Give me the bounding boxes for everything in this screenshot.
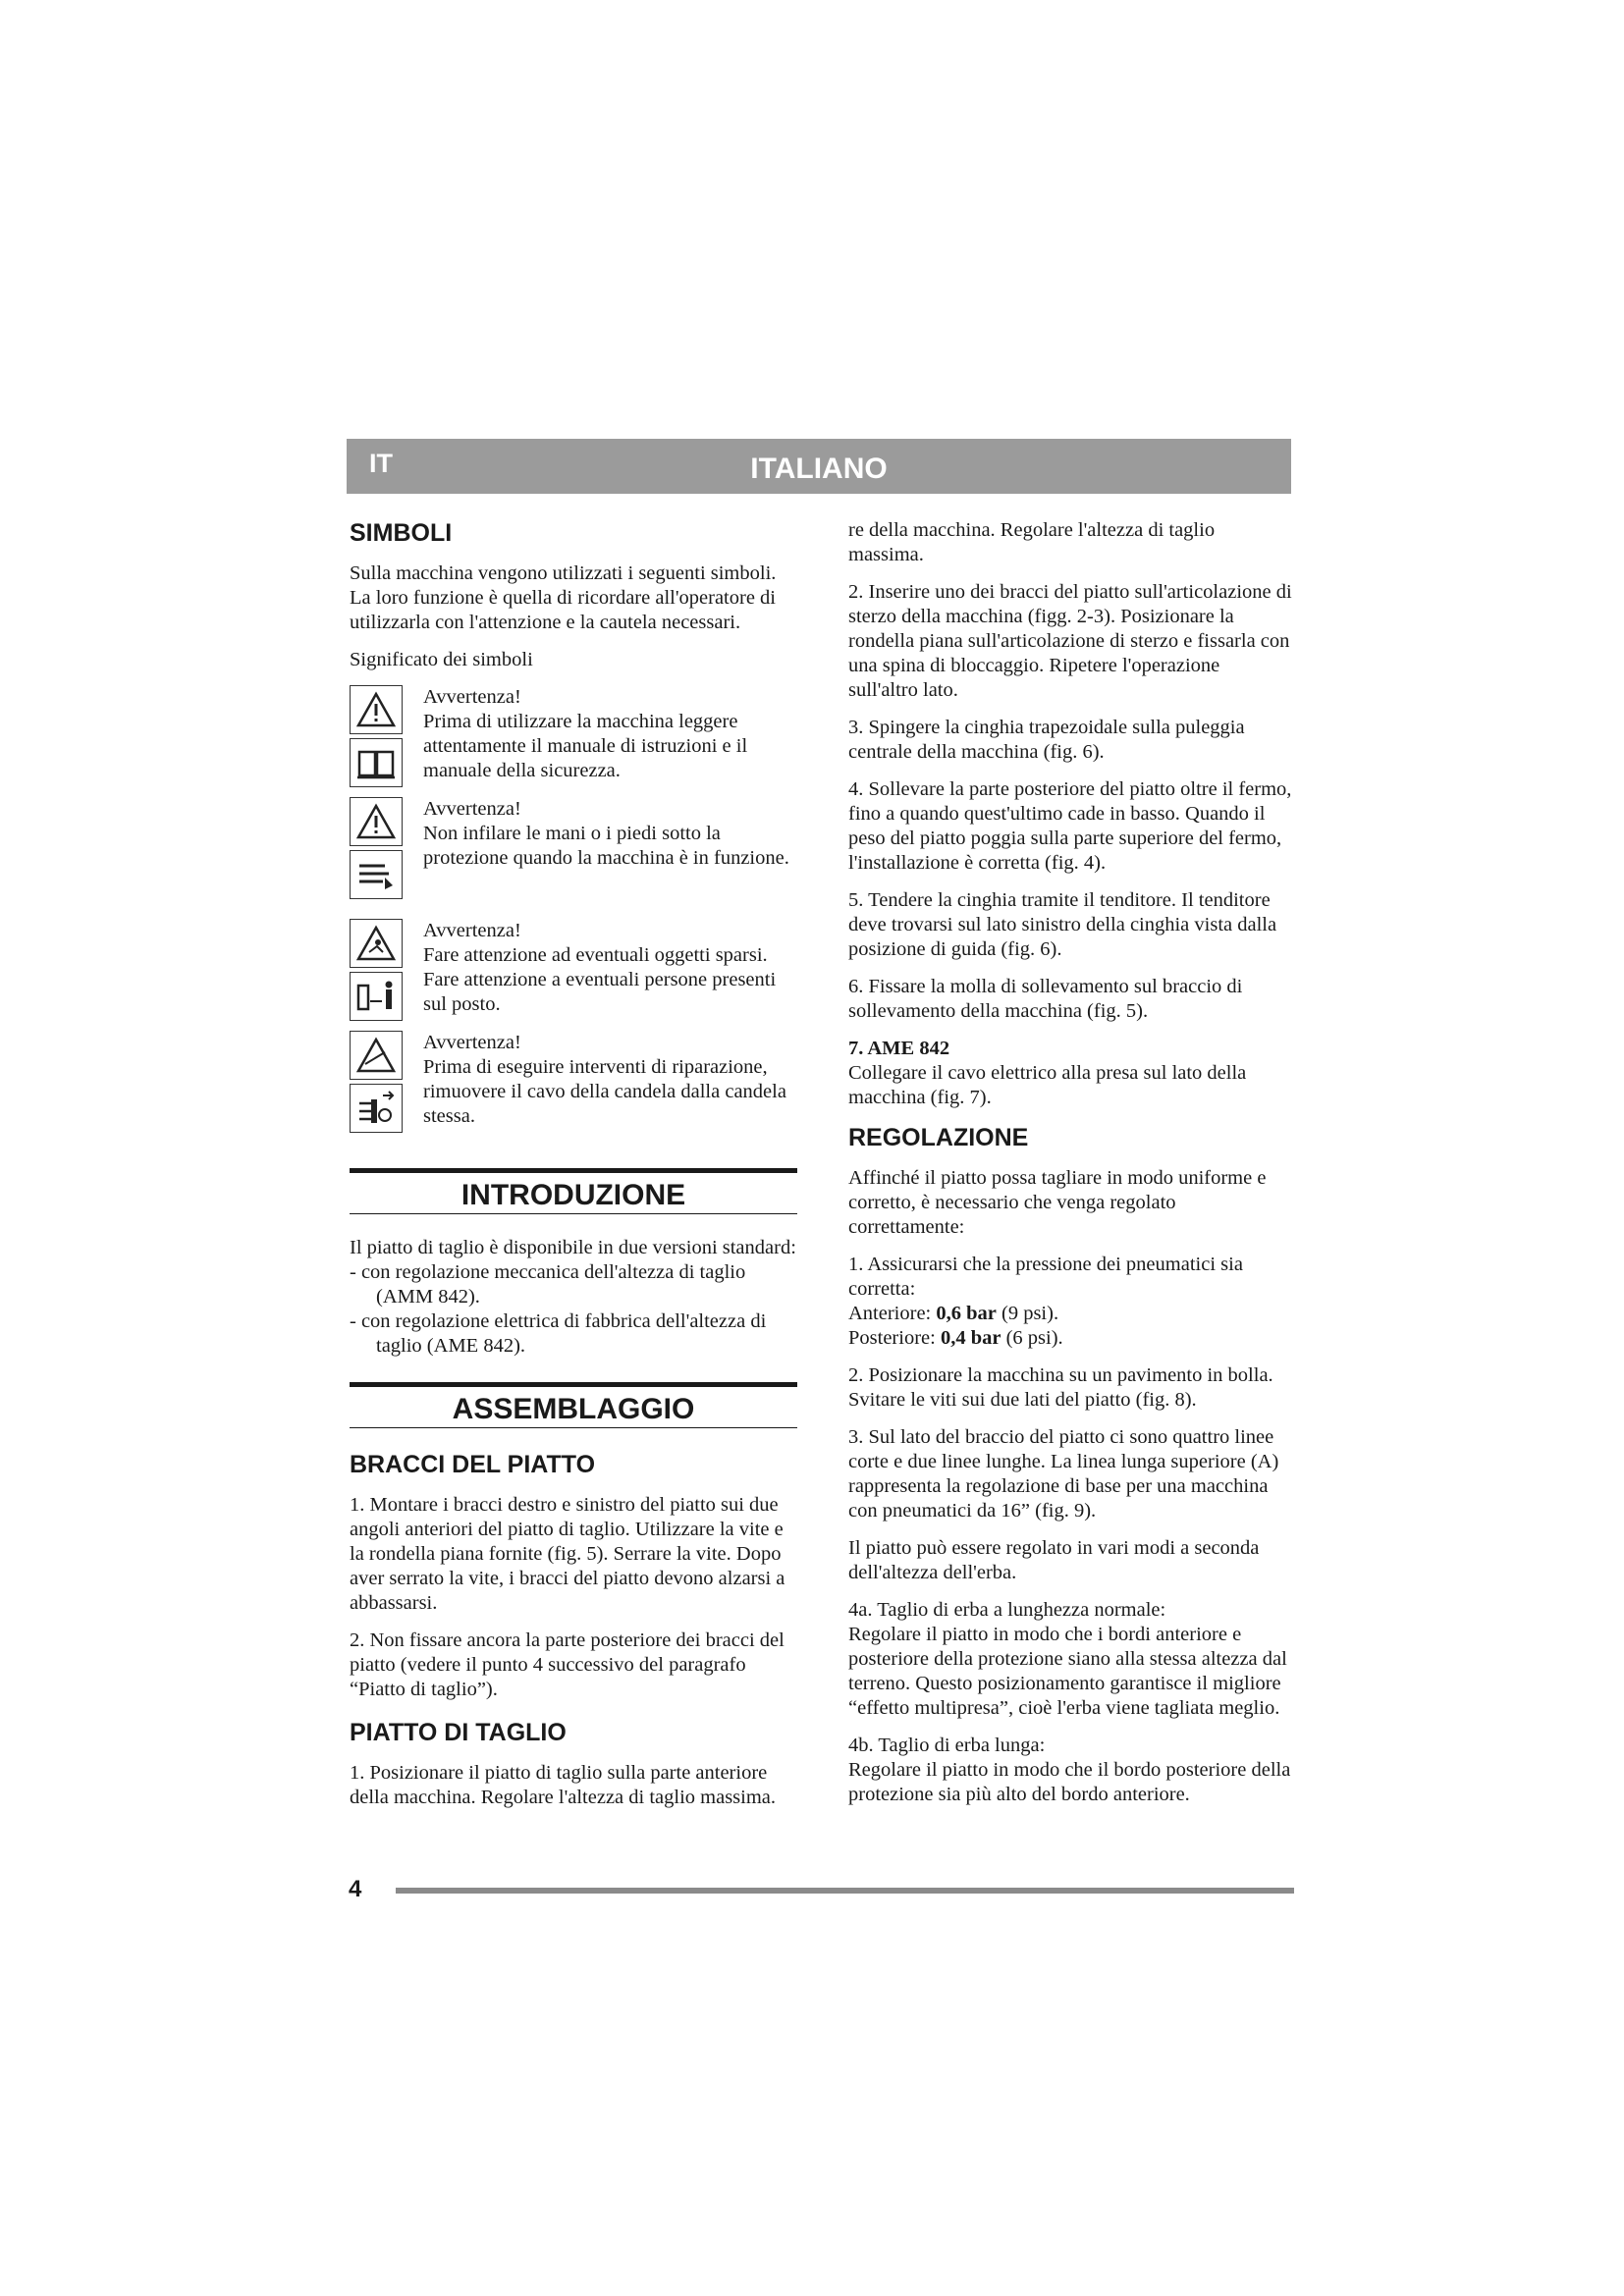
piatto-p2: 2. Inserire uno dei bracci del piatto sull'articolazione di sterzo della macchina (figg. 2-3). Posizionare la rondella piana sull'articolazione di sterzo e fissarla con una spina di bloccaggio. Ripetere l'operazione sull'altro lato. — [848, 581, 1292, 701]
regolazione-p3: 3. Sul lato del braccio del piatto ci sono quattro linee corte e due linee lunghe. La linea lunga superiore (A) rappresenta la regolazione di base per una macchina con pneumatici da 16” (fig. 9). — [848, 1426, 1279, 1522]
piatto-p6: 6. Fissare la molla di sollevamento sul braccio di sollevamento della macchina (fig. 5). — [848, 976, 1243, 1022]
introduzione-item: - con regolazione elettrica di fabbrica dell'altezza di taglio (AME 842). — [350, 1310, 767, 1357]
rear-value: 0,4 bar — [940, 1327, 1001, 1349]
regolazione-p4a-text: Regolare il piatto in modo che i bordi anteriore e posteriore della protezione siano alla stessa altezza dal terreno. Questo posizionamento garantisce il migliore “effetto multipresa”, cioè l'erba viene tagliata meglio. — [848, 1624, 1287, 1719]
regolazione-heading: REGOLAZIONE — [848, 1124, 1029, 1151]
tire-pressure-front — [848, 1302, 1292, 1326]
left-column — [350, 518, 797, 1808]
piatto-p4: 4. Sollevare la parte posteriore del piatto oltre il fermo, fino a quando quest'ultimo cade in basso. Quando il peso del piatto poggia sulla parte superiore del fermo, l'installazione è corretta (fig. 4). — [848, 778, 1292, 874]
simboli-heading: SIMBOLI — [350, 519, 453, 547]
regolazione-p1: 1. Assicurarsi che la pressione dei pneumatici sia corretta: — [848, 1254, 1243, 1300]
regolazione-p4a-title: 4a. Taglio di erba a lunghezza normale: — [848, 1599, 1166, 1621]
bracci-p1: 1. Montare i bracci destro e sinistro del piatto sui due angoli anteriori del piatto di taglio. Utilizzare la vite e la rondella piana fornite (fig. 5). Serrare la vite. Dopo aver serrato la vite, i bracci del piatto devono alzarsi a abbassarsi. — [350, 1494, 785, 1614]
symbol-text: Prima di utilizzare la macchina leggere attentamente il manuale di istruzioni e il manuale della sicurezza. — [423, 711, 748, 781]
regolazione-p4: Il piatto può essere regolato in vari modi a seconda dell'altezza dell'erba. — [848, 1537, 1260, 1583]
piatto-heading: PIATTO DI TAGLIO — [350, 1719, 567, 1746]
assemblaggio-heading: ASSEMBLAGGIO — [350, 1382, 797, 1428]
manual-book-icon — [350, 738, 403, 787]
rear-label: Posteriore: — [848, 1327, 941, 1349]
symbol-row-hands — [350, 797, 797, 903]
person-distance-icon — [350, 972, 403, 1021]
symbol-title: Avvertenza! — [423, 920, 521, 941]
page-number: 4 — [349, 1876, 362, 1902]
tire-pressure-rear — [848, 1326, 1292, 1351]
bracci-heading: BRACCI DEL PIATTO — [350, 1451, 596, 1478]
warning-triangle-icon — [350, 685, 403, 734]
regolazione-p4b-text: Regolare il piatto in modo che il bordo posteriore della protezione sia più alto del bordo anteriore. — [848, 1759, 1291, 1805]
simboli-meaning: Significato dei simboli — [350, 649, 533, 670]
piatto-p7-label: 7. AME 842 — [848, 1038, 950, 1059]
introduzione-text: Il piatto di taglio è disponibile in due versioni standard: — [350, 1237, 796, 1258]
introduzione-heading: INTRODUZIONE — [350, 1168, 797, 1214]
piatto-p1-continued: re della macchina. Regolare l'altezza di taglio massima. — [848, 519, 1216, 565]
piatto-p7-text: Collegare il cavo elettrico alla presa sul lato della macchina (fig. 7). — [848, 1062, 1247, 1108]
symbol-title: Avvertenza! — [423, 1032, 521, 1053]
simboli-intro: Sulla macchina vengono utilizzati i seguenti simboli. La loro funzione è quella di ricordare all'operatore di utilizzarla con l'attenzione e la cautela necessari. — [350, 562, 777, 633]
language-code: IT — [369, 449, 393, 478]
symbol-row-spark — [350, 1031, 797, 1137]
symbol-row-manual — [350, 685, 797, 791]
bracci-p2: 2. Non fissare ancora la parte posteriore dei bracci del piatto (vedere il punto 4 successivo del paragrafo “Piatto di taglio”). — [350, 1629, 785, 1700]
symbol-title: Avvertenza! — [423, 798, 521, 820]
introduzione-item: - con regolazione meccanica dell'altezza di taglio (AMM 842). — [350, 1261, 746, 1308]
symbol-text: Prima di eseguire interventi di riparazione, rimuovere il cavo della candela dalla candela stessa. — [423, 1056, 786, 1127]
front-value: 0,6 bar — [936, 1303, 997, 1324]
rear-psi: (6 psi). — [1001, 1327, 1063, 1349]
regolazione-p2: 2. Posizionare la macchina su un pavimento in bolla. Svitare le viti sui due lati del piatto (fig. 8). — [848, 1364, 1273, 1411]
symbol-text: Non infilare le mani o i piedi sotto la protezione quando la macchina è in funzione. — [423, 823, 789, 869]
regolazione-intro: Affinché il piatto possa tagliare in modo uniforme e corretto, è necessario che venga regolato correttamente: — [848, 1167, 1267, 1238]
front-label: Anteriore: — [848, 1303, 937, 1324]
spark-warning-icon — [350, 1031, 403, 1080]
hand-foot-blade-icon — [350, 850, 403, 899]
spark-plug-icon — [350, 1084, 403, 1133]
right-column — [848, 518, 1292, 1820]
warning-triangle-icon — [350, 797, 403, 846]
thrown-objects-icon — [350, 919, 403, 968]
symbol-text: Fare attenzione ad eventuali oggetti sparsi. Fare attenzione a eventuali persone presenti sul posto. — [423, 944, 777, 1015]
regolazione-p4b-title: 4b. Taglio di erba lunga: — [848, 1735, 1046, 1756]
front-psi: (9 psi). — [996, 1303, 1059, 1324]
piatto-p1: 1. Posizionare il piatto di taglio sulla parte anteriore della macchina. Regolare l'altezza di taglio massima. — [350, 1762, 777, 1808]
language-title: ITALIANO — [750, 453, 888, 485]
symbol-row-objects — [350, 919, 797, 1025]
symbol-title: Avvertenza! — [423, 686, 521, 708]
piatto-p3: 3. Spingere la cinghia trapezoidale sulla puleggia centrale della macchina (fig. 6). — [848, 717, 1245, 763]
language-header-bar — [347, 439, 1291, 494]
piatto-p5: 5. Tendere la cinghia tramite il tenditore. Il tenditore deve trovarsi sul lato sinistro della cinghia vista dalla posizione di guida (fig. 6). — [848, 889, 1277, 960]
footer-rule — [396, 1888, 1294, 1894]
